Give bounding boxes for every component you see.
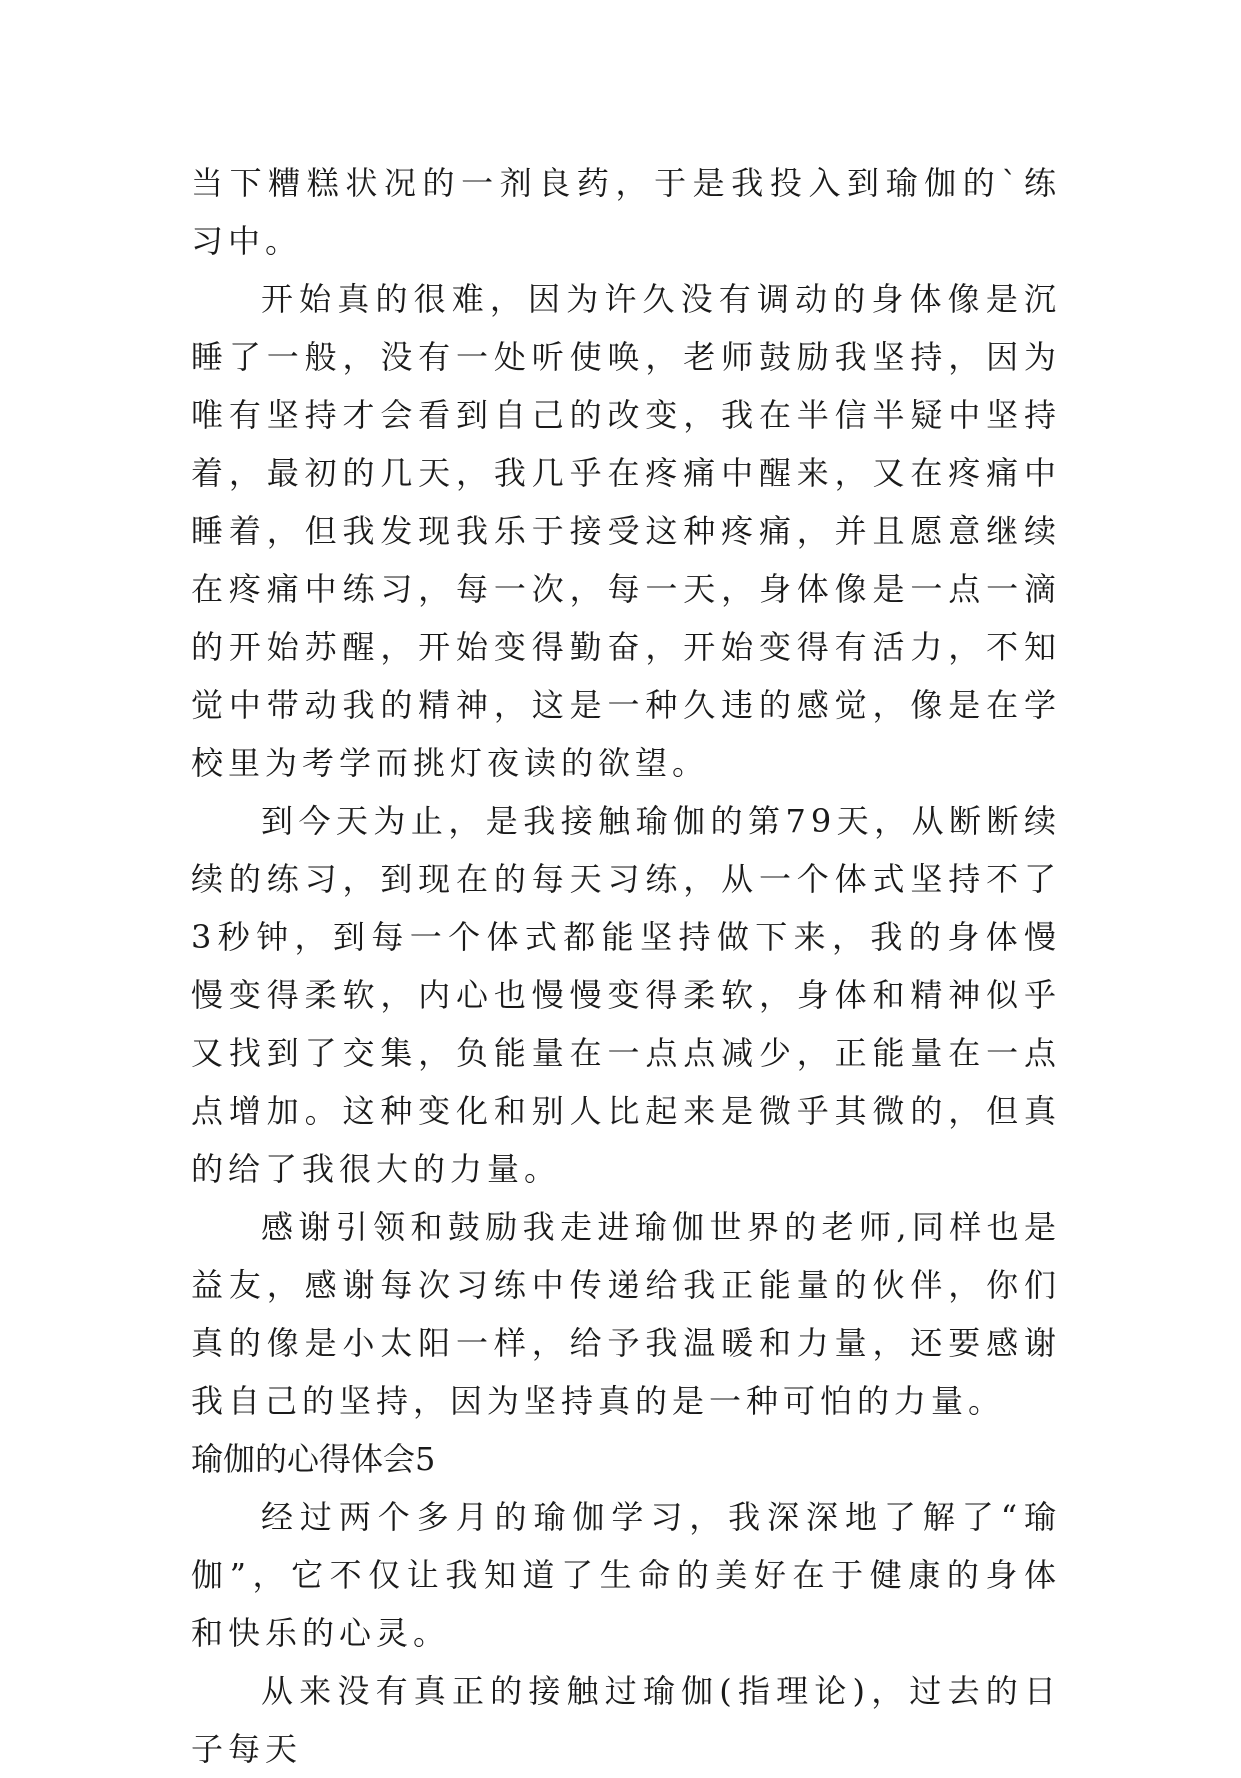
paragraph-two-months: 经过两个多月的瑜伽学习，我深深地了解了“瑜伽”，它不仅让我知道了生命的美好在于健康的身体和快乐的心灵。 [191,1498,1061,1652]
paragraph-initial-difficulty: 开始真的很难，因为许久没有调动的身体像是沉睡了一般，没有一处听使唤，老师鼓励我坚持，因为唯有坚持才会看到自己的改变，我在半信半疑中坚持着，最初的几天，我几乎在疼痛中醒来，又在疼痛中睡着，但我发现我乐于接受这种疼痛，并且愿意继续在疼痛中练习，每一次，每一天，身体像是一点一滴的开始苏醒，开始变得勤奋，开始变得有活力，不知觉中带动我的精神，这是一种久违的感觉，像是在学校里为考学而挑灯夜读的欲望。 [191,280,1061,782]
paragraph-thanks: 感谢引领和鼓励我走进瑜伽世界的老师,同样也是益友，感谢每次习练中传递给我正能量的伙伴，你们真的像是小太阳一样，给予我温暖和力量，还要感谢我自己的坚持，因为坚持真的是一种可怕的力量。 [191,1208,1061,1420]
document-body [191,154,1061,1778]
paragraph-never-contacted: 从来没有真正的接触过瑜伽(指理论)，过去的日子每天 [191,1672,1061,1768]
paragraph-continuation: 当下糟糕状况的一剂良药，于是我投入到瑜伽的`练习中。 [191,164,1061,260]
section-heading: 瑜伽的心得体会5 [191,1440,436,1478]
paragraph-day-79: 到今天为止，是我接触瑜伽的第79天，从断断续续的练习，到现在的每天习练，从一个体式坚持不了3秒钟，到每一个体式都能坚持做下来，我的身体慢慢变得柔软，内心也慢慢变得柔软，身体和精神似乎又找到了交集，负能量在一点点减少，正能量在一点点增加。这种变化和别人比起来是微乎其微的，但真的给了我很大的力量。 [191,802,1061,1188]
